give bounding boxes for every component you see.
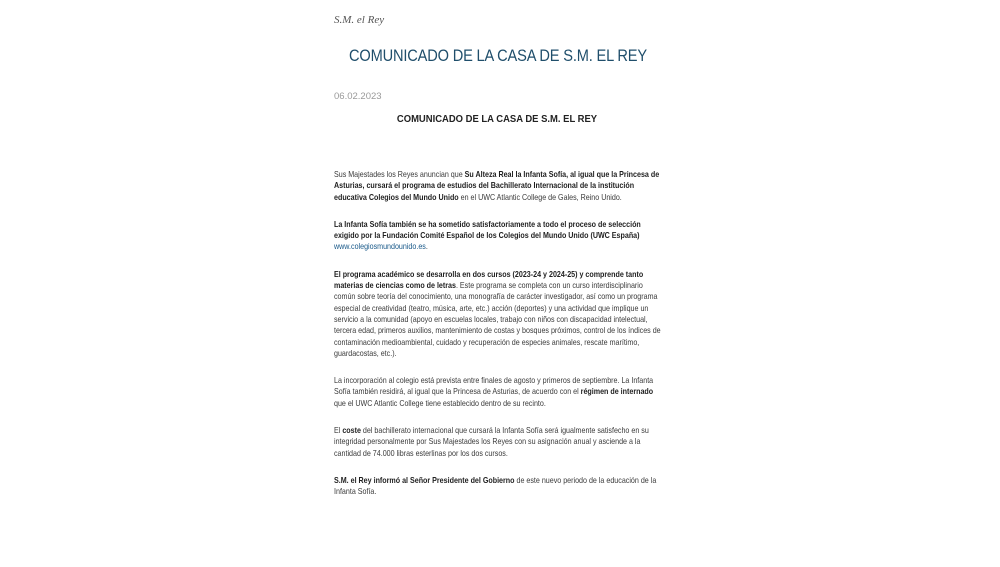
- breadcrumb[interactable]: S.M. el Rey: [334, 14, 385, 26]
- page-title: COMUNICADO DE LA CASA DE S.M. EL REY: [349, 46, 647, 65]
- bold-run: régimen de internado: [580, 387, 654, 397]
- bold-run: S.M. el Rey informó al Señor Presidente del Gobierno: [334, 475, 515, 485]
- publication-date: 06.02.2023: [334, 91, 382, 102]
- text-run: de este nuevo periodo de la educación de la Infanta Sofía.: [334, 475, 657, 497]
- bold-run: La Infanta Sofía también se ha sometido satisfactoriamente a todo el proceso de selección exigido por la Fundación Comité Español de los Colegios del Mundo Unido (UWC España): [334, 219, 641, 241]
- paragraph-2: [334, 219, 661, 253]
- paragraph-6: [334, 475, 661, 498]
- website-link[interactable]: www.colegiosmundounido.es: [334, 242, 426, 252]
- paragraph-5: [334, 425, 661, 459]
- content-title: COMUNICADO DE LA CASA DE S.M. EL REY: [396, 113, 598, 125]
- bold-run: Su Alteza Real la Infanta Sofía, al igual que la Princesa de Asturias, cursará el programa de estudios del Bachillerato Internacional de la institución educativa Colegios del Mundo Unido: [334, 170, 660, 202]
- paragraph-4: [334, 375, 661, 409]
- text-run: en el UWC Atlantic College de Gales, Reino Unido.: [458, 192, 622, 202]
- text-run: El: [334, 426, 343, 436]
- text-run: que el UWC Atlantic College tiene establecido dentro de su recinto.: [334, 398, 546, 408]
- bold-run: El programa académico se desarrolla en dos cursos (2023-24 y 2024-25) y comprende tanto materias de ciencias como de letras: [334, 269, 644, 291]
- article-body: [334, 169, 661, 514]
- text-run: La incorporación al colegio está prevista entre finales de agosto y primeros de septiembre. La Infanta Sofía también residirá, al igual que la Princesa de Asturias, de acuerdo con el: [334, 376, 654, 397]
- bold-run: coste: [342, 426, 361, 436]
- text-run: . Este programa se completa con un curso interdisciplinario común sobre teoría del conocimiento, una monografía de carácter investigador, así como un programa especial de creatividad (teatro, música, arte, etc.) acción (deportes) y una actividad que implique un servicio a la comunidad (apoyo en escuelas locales, trabajo con niños con discapacidad intelectual, tercera edad, primeros auxilios, mantenimiento de costas y bosques próximos, control de los índices de contaminación medioambiental, cuidado y recuperación de especies animales, rescate marítimo, guardacostas, etc.).: [334, 281, 661, 358]
- text-run: .: [425, 242, 428, 252]
- text-run: del bachillerato internacional que cursará la Infanta Sofía será igualmente satisfecho en su integridad personalmente por Sus Majestades los Reyes con su asignación anual y asciende a la cantidad de 74.000 libras esterlinas por los dos cursos.: [334, 426, 649, 458]
- text-run: Sus Majestades los Reyes anuncian que: [334, 170, 465, 179]
- paragraph-1: [334, 169, 661, 203]
- paragraph-3: [334, 269, 661, 359]
